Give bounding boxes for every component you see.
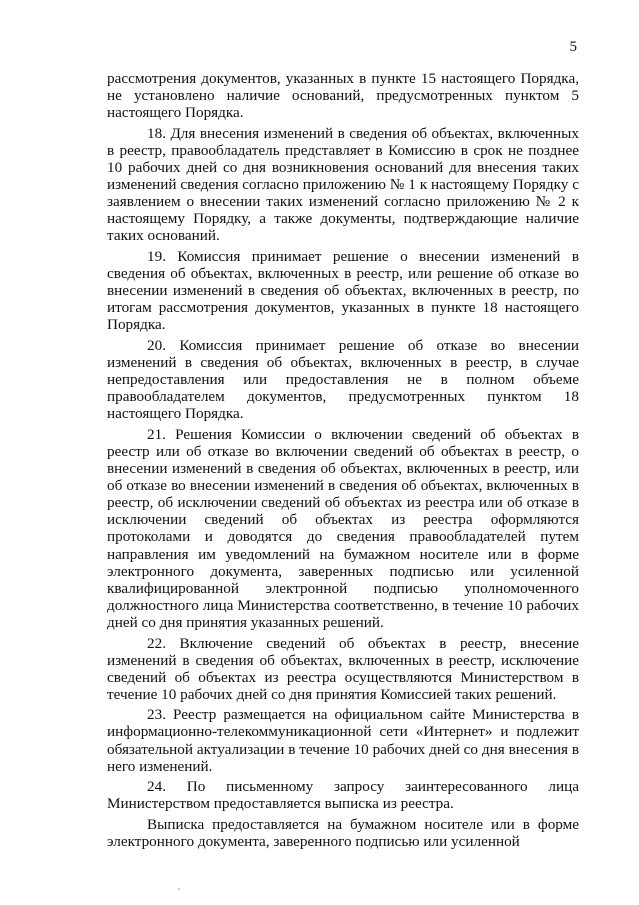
- paragraph-20: 20. Комиссия принимает решение об отказе во внесении изменений в сведения об объектах, включенных в реестр, в случае непредоставления или предоставления не в полном объеме правообладателем документов, предусмотренных пунктом 18 настоящего Порядка.: [107, 336, 579, 423]
- page-number: 5: [569, 39, 577, 55]
- paragraph-19: 19. Комиссия принимает решение о внесении изменений в сведения об объектах, включенных в реестр, или решение об отказе во внесении изменений в сведения об объектах, включенных в реестр, по итогам рассмотрения документов, указанных в пункте 18 настоящего Порядка.: [107, 247, 579, 334]
- document-body: [107, 70, 579, 854]
- paragraph-21: 21. Решения Комиссии о включении сведений об объектах в реестр или об отказе во включении сведений об объектах в реестр, о внесении изменений в сведения об объектах, включенных в реестр, или об отказе во внесении изменений в сведения об объектах, включенных в реестр, об исключении сведений об объектах из реестра или об отказе в исключении сведений об объектах из реестра оформляются протоколами и доводятся до сведения правообладателей путем направления им уведомлений на бумажном носителе или в форме электронного документа, заверенных подписью или усиленной квалифицированной электронной подписью уполномоченного должностного лица Министерства соответственно, в течение 10 рабочих дней со дня принятия указанных решений.: [107, 425, 579, 631]
- paragraph-18: 18. Для внесения изменений в сведения об объектах, включенных в реестр, правообладатель представляет в Комиссию в срок не позднее 10 рабочих дней со дня возникновения оснований для внесения таких изменений сведения согласно приложению № 1 к настоящему Порядку с заявлением о внесении таких изменений согласно приложению № 2 к настоящему Порядку, а также документы, подтверждающие наличие таких оснований.: [107, 124, 579, 245]
- scan-speck: [178, 888, 180, 890]
- paragraph-24: 24. По письменному запросу заинтересованного лица Министерством предоставляется выписка из реестра.: [107, 778, 579, 813]
- paragraph-extract: Выписка предоставляется на бумажном носителе или в форме электронного документа, заверенного подписью или усиленной: [107, 815, 579, 851]
- paragraph-continuation: рассмотрения документов, указанных в пункте 15 настоящего Порядка, не установлено наличие оснований, предусмотренных пунктом 5 настоящего Порядка.: [107, 70, 579, 122]
- paragraph-22: 22. Включение сведений об объектах в реестр, внесение изменений в сведения об объектах, включенных в реестр, исключение сведений об объектах из реестра осуществляются Министерством в течение 10 рабочих дней со дня принятия Комиссией таких решений.: [107, 634, 579, 703]
- paragraph-23: 23. Реестр размещается на официальном сайте Министерства в информационно-телекоммуникационной сети «Интернет» и подлежит обязательной актуализации в течение 10 рабочих дней со дня внесения в него изменений.: [107, 706, 579, 775]
